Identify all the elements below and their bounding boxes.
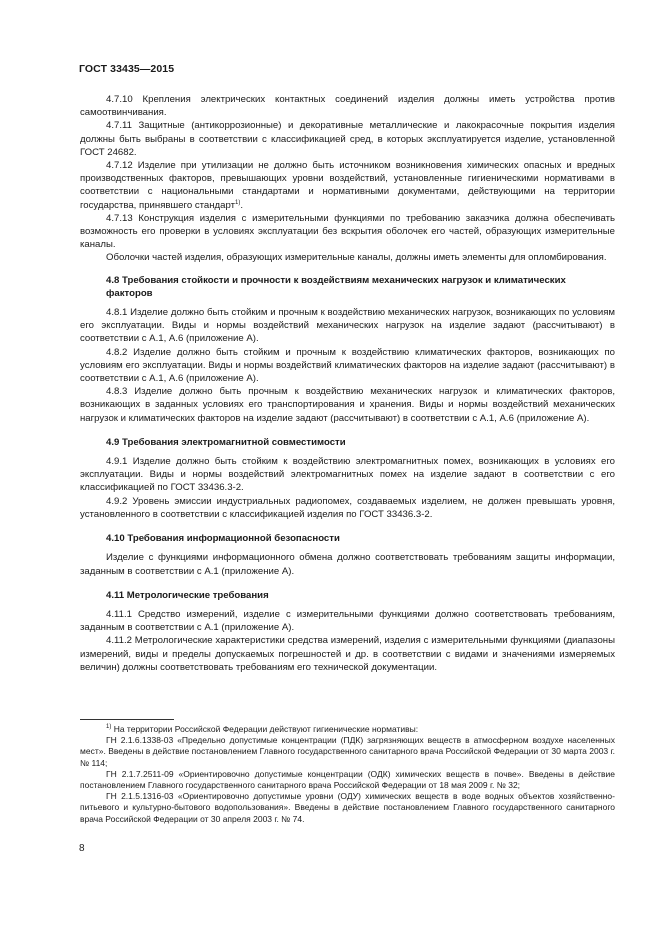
footnote-1-text: На территории Российской Федерации действуют гигиенические нормативы: — [111, 724, 419, 734]
clause-4-7-13: 4.7.13 Конструкция изделия с измерительными функциями по требованию заказчика должна обеспечивать возможность его проверки в условиях эксплуатации без вскрытия оболочек его частей, образующих измерительные каналы. — [80, 212, 615, 251]
page-body — [80, 93, 615, 674]
section-heading-4-10: 4.10 Требования информационной безопасности — [106, 533, 340, 545]
clause-4-7-10: 4.7.10 Крепления электрических контактных соединений изделия должны иметь устройства против самоотвинчивания. — [80, 94, 615, 119]
clause-4-7-12-end: . — [240, 199, 243, 211]
clause-4-7-12-text: 4.7.12 Изделие при утилизации не должно быть источником возникновения химических опасных и вредных производственных факторов, превышающих уровни воздействий, установленные гигиеническими нормативами в соответствии с национальными стандартами и нормативными документами, действующими на территории государства, принявшего стандарт — [80, 160, 615, 211]
clause-4-11-2: 4.11.2 Метрологические характеристики средства измерений, изделия с измерительными функциями (диапазоны измерений, виды и пределы допускаемых погрешностей и др. в соответствии с видами и значениями измеряемых величин) должны соответствовать требованиям его технической документации. — [80, 635, 615, 673]
footnote-1 — [80, 724, 615, 735]
footnote-gn-1338: ГН 2.1.6.1338-03 «Предельно допустимые концентрации (ПДК) загрязняющих веществ в атмосферном воздухе населенных мест». Введены в действие постановлением Главного государственного санитарного врача Российской Федерации от 30 марта 2003 г. № 114; — [80, 735, 615, 768]
footnote-gn-1316: ГН 2.1.5.1316-03 «Ориентировочно допустимые уровни (ОДУ) химических веществ в воде водных объектов хозяйственно-питьевого и культурно-бытового водопользования». Введены в действие постановлением Главного государственного санитарного врача Российской Федерации от 30 апреля 2003 г. № 74. — [80, 791, 615, 824]
clause-4-8-3: 4.8.3 Изделие должно быть прочным к воздействию механических нагрузок и климатических факторов, возникающих в заданных условиях его транспортирования и хранения. Виды и нормы воздействий механических нагрузок и климатических факторов на изделие задают (рассчитывают) в соответствии с А.1, А.6 (приложение А). — [80, 386, 615, 424]
clause-4-10: Изделие с функциями информационного обмена должно соответствовать требованиям защиты информации, заданным в соответствии с А.1 (приложение А). — [80, 552, 615, 577]
clause-4-8-1: 4.8.1 Изделие должно быть стойким и прочным к воздействию механических нагрузок, возникающих по условиям его эксплуатации. Виды и нормы воздействий механических нагрузок на изделие задают (рассчитывают) в соответствии с А.1, А.6 (приложение А). — [80, 307, 615, 345]
footnote-ref[interactable]: 1) — [234, 199, 241, 206]
clause-4-7-13-note: Оболочки частей изделия, образующих измерительные каналы, должны иметь элементы для опломбирования. — [106, 252, 607, 264]
footnote-marker: 1) — [106, 724, 112, 730]
section-heading-4-8: 4.8 Требования стойкости и прочности к воздействиям механических нагрузок и климатических факторов — [106, 274, 566, 299]
document-header: ГОСТ 33435—2015 — [79, 63, 175, 75]
clause-4-9-2: 4.9.2 Уровень эмиссии индустриальных радиопомех, создаваемых изделием, не должен превышать уровня, установленного в соответствии с классификацией изделия по ГОСТ 33436.3-2. — [80, 495, 615, 520]
section-heading-4-9: 4.9 Требования электромагнитной совместимости — [106, 436, 346, 448]
clause-4-8-2: 4.8.2 Изделие должно быть стойким и прочным к воздействию климатических факторов, возникающих по условиям его эксплуатации. Виды и нормы воздействий климатических факторов на изделие задают (рассчитывают) в соответствии с А.1, А.6 (приложение А). — [80, 346, 615, 385]
clause-4-9-1: 4.9.1 Изделие должно быть стойким к воздействию электромагнитных помех, возникающих в условиях его эксплуатации. Виды и нормы воздействий электромагнитных помех на изделие задают в соответствии с его классификацией по ГОСТ 33436.3-2. — [80, 456, 615, 494]
footnote-divider — [80, 719, 174, 720]
clause-4-7-11: 4.7.11 Защитные (антикоррозионные) и декоративные металлические и лакокрасочные покрытия изделия должны быть выбраны в соответствии с классификацией сред, в которых эксплуатируется изделие, установленной ГОСТ 24682. — [80, 120, 615, 158]
section-heading-4-11: 4.11 Метрологические требования — [106, 589, 269, 601]
clause-4-7-12 — [80, 159, 615, 212]
page-number: 8 — [79, 843, 85, 854]
footnotes — [80, 724, 615, 825]
clause-4-11-1: 4.11.1 Средство измерений, изделие с измерительными функциями должно соответствовать требованиям, заданным в соответствии с А.1 (приложение А). — [80, 608, 615, 634]
footnote-gn-2511: ГН 2.1.7.2511-09 «Ориентировочно допустимые концентрации (ОДК) химических веществ в почве». Введены в действие постановлением Главного государственного санитарного врача Российской Федерации от 18 мая 2009 г. № 32; — [80, 768, 615, 791]
